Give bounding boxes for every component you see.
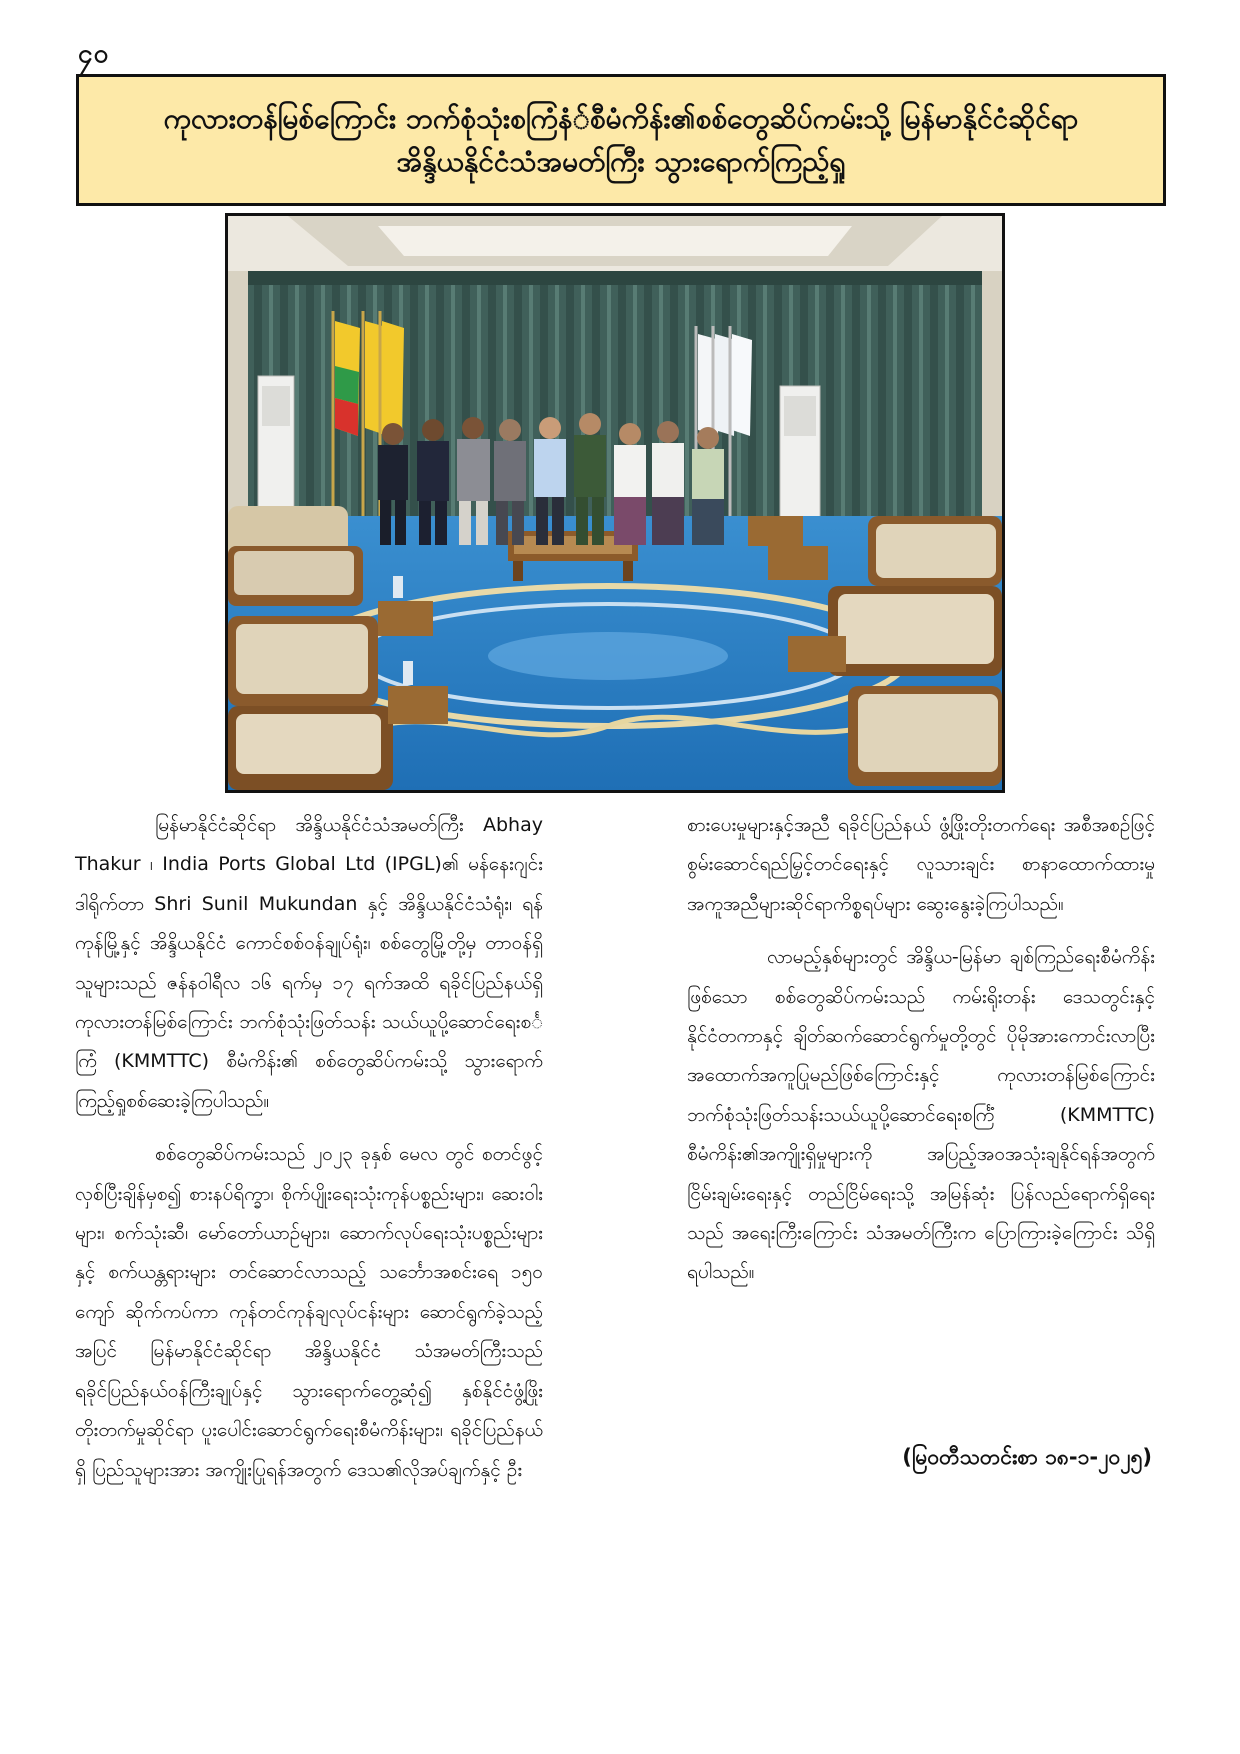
news-photo [225, 213, 1005, 793]
article-paragraph-2-continued: စားပေးမှုများနှင့်အညီ ရခိုင်ပြည်နယ် ဖွံ့ဖြိုးတိုးတက်ရေး အစီအစဉ်ဖြင့် စွမ်းဆောင်ရည်မြှင့်တင်ရေးနှင့် လူသားချင်း စာနာထောက်ထားမှုအကူအညီများဆိုင်ရာကိစ္စရပ်များ ဆွေးနွေးခဲ့ကြပါသည်။ [687, 814, 1155, 915]
article-paragraph-3: လာမည့်နှစ်များတွင် အိန္ဒိယ-မြန်မာ ချစ်ကြည်ရေးစီမံကိန်းဖြစ်သော စစ်တွေဆိပ်ကမ်းသည် ကမ်းရိုးတန်း ဒေသတွင်းနှင့် နိုင်ငံတကာနှင့် ချိတ်ဆက်ဆောင်ရွက်မှုတို့တွင် ပိုမိုအားကောင်းလာပြီး အထောက်အကူပြုမည်ဖြစ်ကြောင်းနှင့် ကုလားတန်မြစ်ကြောင်း ဘက်စုံသုံးဖြတ်သန်းသယ်ယူပို့ဆောင်ရေးစင်္ကြံ (KMMTTC) စီမံကိန်း၏အကျိုးရှိမှုများကို အပြည့်အဝအသုံးချနိုင်ရန်အတွက် ငြိမ်းချမ်းရေးနှင့် တည်ငြိမ်ရေးသို့ အမြန်ဆုံး ပြန်လည်ရောက်ရှိရေးသည် အရေးကြီးကြောင်း သံအမတ်ကြီးက ပြောကြားခဲ့ကြောင်း သိရှိရပါသည်။ [687, 946, 1155, 1284]
article-left-column [75, 806, 543, 1492]
meeting-photo-illustration [228, 216, 1002, 790]
headline-line-2: အိန္ဒိယနိုင်ငံသံအမတ်ကြီး သွားရောက်ကြည့်ရှု [396, 145, 846, 178]
headline-box [76, 74, 1166, 206]
article-source: (မြဝတီသတင်းစာ ၁၈-၁-၂၀၂၅) [902, 1445, 1152, 1469]
article-paragraph-2: စစ်တွေဆိပ်ကမ်းသည် ၂၀၂၃ ခုနှစ် မေလ တွင် စတင်ဖွင့်လှစ်ပြီးချိန်မှစ၍ စားနပ်ရိက္ခာ၊ စိုက်ပျိုးရေးသုံးကုန်ပစ္စည်းများ၊ ဆေးဝါးများ၊ စက်သုံးဆီ၊ မော်တော်ယာဉ်များ၊ ဆောက်လုပ်ရေးသုံးပစ္စည်းများနှင့် စက်ယန္တရားများ တင်ဆောင်လာသည့် သင်္ဘောအစင်းရေ ၁၅၀ ကျော် ဆိုက်ကပ်ကာ ကုန်တင်ကုန်ချလုပ်ငန်းများ ဆောင်ရွက်ခဲ့သည့်အပြင် မြန်မာနိုင်ငံဆိုင်ရာ အိန္ဒိယနိုင်ငံ သံအမတ်ကြီးသည် ရခိုင်ပြည်နယ်ဝန်ကြီးချုပ်နှင့် သွားရောက်တွေ့ဆုံ၍ နှစ်နိုင်ငံဖွံ့ဖြိုးတိုးတက်မှုဆိုင်ရာ ပူးပေါင်းဆောင်ရွက်ရေးစီမံကိန်းများ၊ ရခိုင်ပြည်နယ်ရှိ ပြည်သူများအား အကျိုးပြုရန်အတွက် ဒေသ၏လိုအပ်ချက်နှင့် ဦး [75, 1143, 543, 1481]
page-number: ၄၀ [78, 39, 110, 69]
headline-line-1: ကုလားတန်မြစ်ကြောင်း ဘက်စုံသုံးစကြံနံ်စီမံကိန်း၏စစ်တွေဆိပ်ကမ်းသို့ မြန်မာနိုင်ငံဆိုင်ရာ [163, 101, 1079, 135]
article-right-column [687, 806, 1155, 1295]
article-paragraph-1: မြန်မာနိုင်ငံဆိုင်ရာ အိန္ဒိယနိုင်ငံသံအမတ်ကြီး Abhay Thakur ၊ India Ports Global Ltd (IPGL)၏ မန်နေးဂျင်း ဒါရိုက်တာ Shri Sunil Mukundan နှင့် အိန္ဒိယနိုင်ငံသံရုံး၊ ရန်ကုန်မြို့နှင့် အိန္ဒိယနိုင်ငံ ကောင်စစ်ဝန်ချုပ်ရုံး၊ စစ်တွေမြို့တို့မှ တာဝန်ရှိသူများသည် ဇန်နဝါရီလ ၁၆ ရက်မှ ၁၇ ရက်အထိ ရခိုင်ပြည်နယ်ရှိ ကုလားတန်မြစ်ကြောင်း ဘက်စုံသုံးဖြတ်သန်း သယ်ယူပို့ဆောင်ရေးစင်္ကြံ (KMMTTC) စီမံကိန်း၏ စစ်တွေဆိပ်ကမ်းသို့ သွားရောက်ကြည့်ရှုစစ်ဆေးခဲ့ကြပါသည်။ [75, 814, 543, 1112]
